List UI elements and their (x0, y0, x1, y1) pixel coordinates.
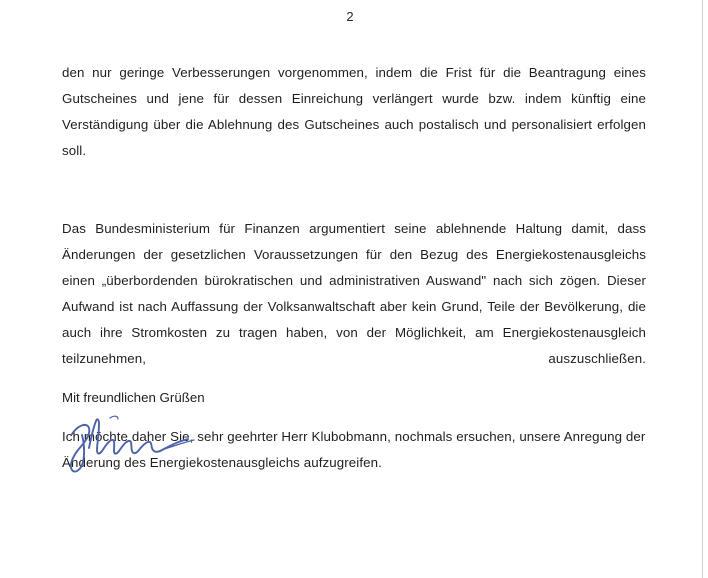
paragraph-2: Das Bundesministerium für Finanzen argumentiert seine ablehnende Haltung damit, dass Änderungen der gesetzlichen Voraussetzungen für den Bezug des Energiekostenausgleichs einen „überbordenden bürokratischen und administrativen Auswand" nach sich zögen. Dieser Aufwand ist nach Auffassung der Volksanwaltschaft aber kein Grund, Teile der Bevölkerung, die auch ihre Stromkosten zu tragen haben, von der Möglichkeit, am Energiekostenausgleich teilzunehmen, auszuschließen. (62, 221, 646, 366)
paragraph-1: den nur geringe Verbesserungen vorgenommen, indem die Frist für die Beantragung eines Gutscheines und jene für dessen Einreichung verlängert wurde bzw. indem künftig eine Verständigung über die Ablehnung des Gutscheines auch postalisch und personalisiert erfolgen soll. (62, 65, 646, 158)
paragraph-3: Ich möchte daher Sie, sehr geehrter Herr Klubobmann, nochmals ersuchen, unsere Anregung der Änderung des Energiekostenausgleichs aufzugreifen. (62, 429, 646, 470)
document-body (62, 60, 646, 476)
closing-salutation: Mit freundlichen Grüßen (62, 390, 205, 405)
page-number: 2 (346, 9, 354, 24)
scan-edge-line (702, 0, 703, 578)
closing-block (62, 388, 462, 408)
